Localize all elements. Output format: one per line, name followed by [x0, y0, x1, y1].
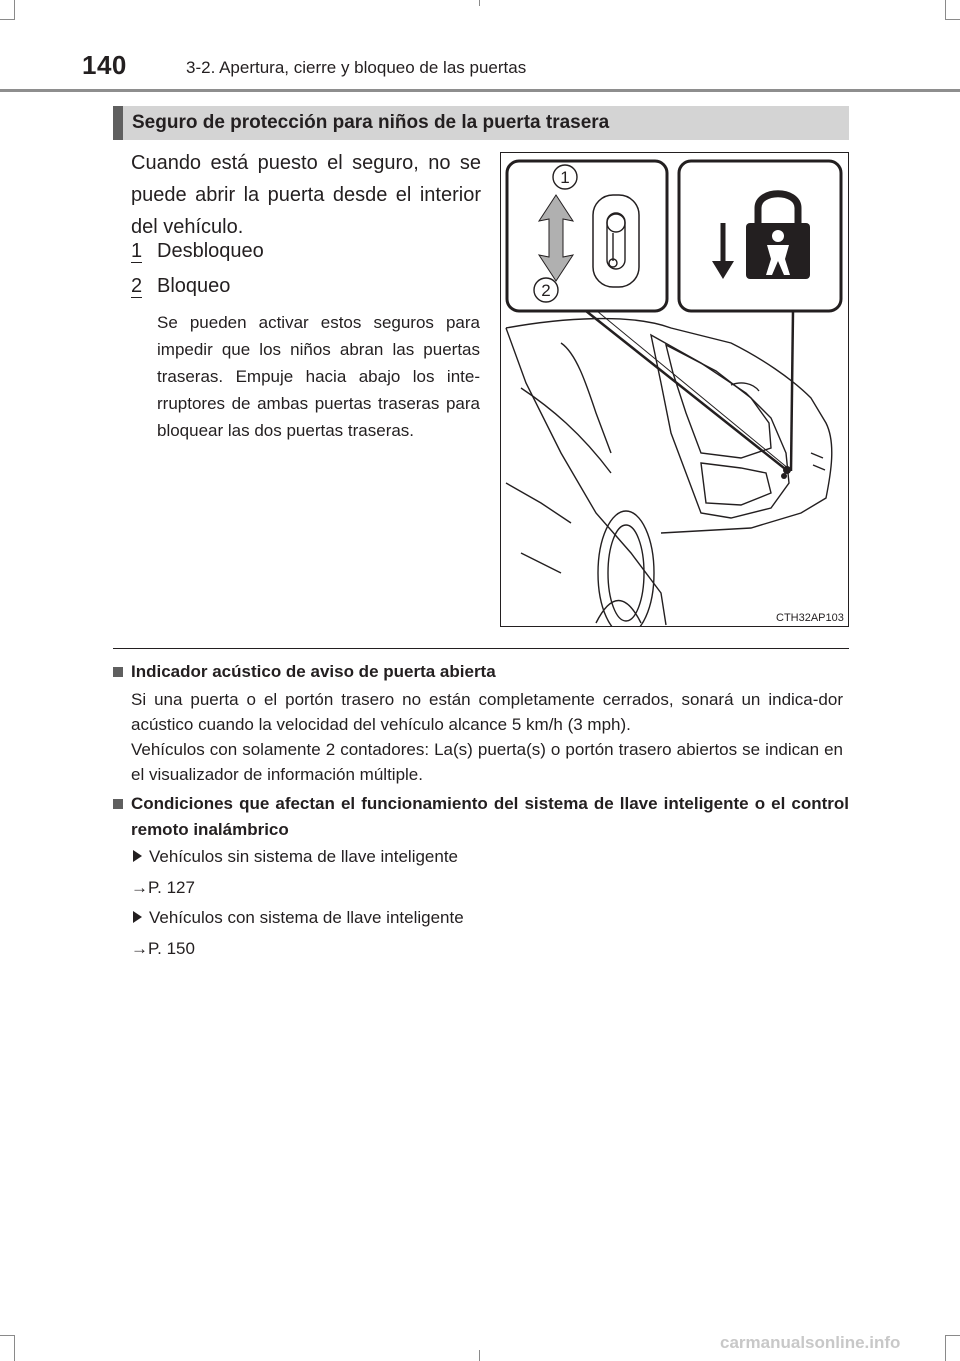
callout-2-in-figure: 2: [541, 281, 551, 300]
page-number: 140: [82, 50, 127, 80]
callout-number: 2: [131, 275, 143, 297]
crop-mark: [945, 1335, 946, 1361]
callout-1-in-figure: 1: [560, 168, 570, 187]
door-warning-heading: Indicador acústico de aviso de puerta abierta: [131, 662, 496, 681]
door-warning-paragraph-2: Vehículos con solamente 2 contadores: La(s) puerta(s) o portón trasero abiertos se indican en el visualizador de información múltiple.: [131, 740, 843, 784]
item-label: Vehículos sin sistema de llave inteligente: [149, 847, 459, 866]
chapter-title: 3-2. Apertura, cierre y bloqueo de las puertas: [186, 58, 527, 77]
child-lock-drawing: [501, 153, 848, 626]
callout-2-number: [131, 275, 142, 298]
crop-mark: [0, 19, 14, 20]
item-label: Vehículos con sistema de llave inteligente: [149, 908, 464, 927]
door-warning-paragraph-1: Si una puerta o el portón trasero no están completamente cerrados, sonará un indica-dor acústico cuando la velocidad del vehículo alcance 5 km/h (3 mph).: [131, 690, 843, 734]
watermark: carmanualsonline.info: [720, 1333, 901, 1352]
callout-number: 1: [131, 240, 143, 262]
callout-2-label: Bloqueo: [157, 275, 231, 297]
figure-code: CTH32AP103: [776, 612, 844, 624]
crop-mark: [14, 1335, 15, 1361]
child-lock-icon: [712, 194, 810, 279]
crop-mark: [0, 1335, 14, 1336]
page-reference-link[interactable]: →P. 127: [131, 878, 195, 897]
double-arrow-icon: [539, 195, 573, 281]
child-lock-illustration: [500, 152, 849, 627]
crop-mark: [945, 0, 946, 20]
smart-key-heading: Condiciones que afectan el funcionamiento del sistema de llave inteligente o el control remoto inalámbrico: [131, 794, 849, 839]
inset-switch-frame: [507, 161, 667, 311]
square-bullet-icon: [113, 799, 123, 809]
callout-1-label: Desbloqueo: [157, 240, 264, 262]
square-bullet-icon: [113, 667, 123, 677]
intro-paragraph: Cuando está puesto el seguro, no se puede abrir la puerta desde el interior del vehículo.: [131, 152, 481, 238]
crop-mark: [479, 1350, 480, 1361]
crop-mark: [946, 1335, 960, 1336]
triangle-arrow-icon: [133, 850, 142, 862]
callout-1-number: [131, 240, 142, 263]
header-rule: [0, 89, 960, 92]
note-paragraph: Se pueden activar estos seguros para impedir que los niños abran las puertas traseras. Empuje hacia abajo los inte-rruptores de ambas puertas traseras para bloquear las dos puertas traseras.: [157, 313, 480, 440]
triangle-arrow-icon: [133, 911, 142, 923]
crop-mark: [946, 19, 960, 20]
section-title: Seguro de protección para niños de la puerta trasera: [132, 112, 610, 133]
section-divider: [113, 648, 849, 649]
crop-mark: [479, 0, 480, 6]
page-reference-link[interactable]: →P. 150: [131, 939, 195, 958]
crop-mark: [14, 0, 15, 20]
